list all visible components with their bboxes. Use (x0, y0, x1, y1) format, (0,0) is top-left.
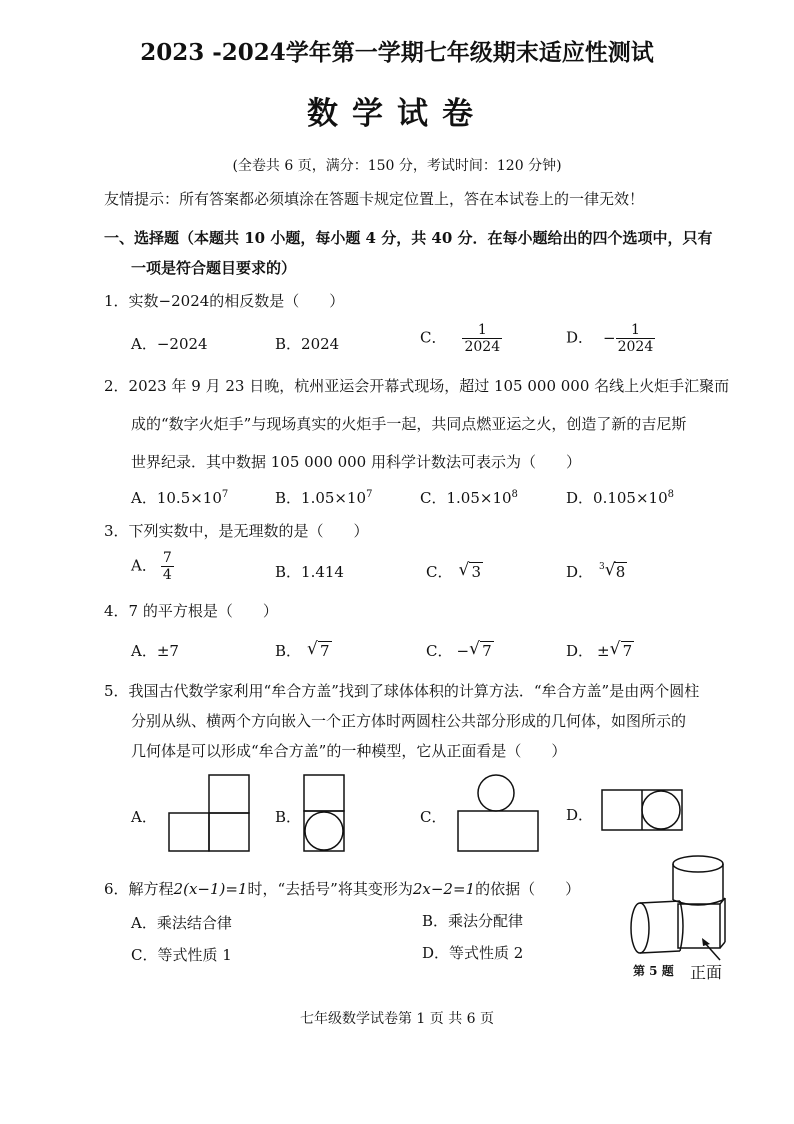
q2-option-d: D．$0.105\times 10^8$ (566, 489, 675, 507)
q5-option-d-label: D． (566, 806, 594, 824)
question-2-line-1: 2．2023 年 9 月 23 日晚，杭州亚运会开幕式现场，超过 105 000 000 名线上火炬手汇聚而 (104, 377, 730, 395)
question-3-stem: 3．下列实数中，是无理数的是（ ） (104, 522, 369, 540)
figure-5-model (628, 852, 738, 964)
q5-option-c-label: C． (420, 808, 447, 826)
question-4-stem: 4．7 的平方根是（ ） (104, 602, 278, 620)
q5-option-a-figure (167, 773, 251, 853)
question-1-stem: 1．实数−2024的相反数是（ ） (104, 292, 345, 310)
q4-option-d: D． ± √ 7 (566, 639, 633, 660)
q5-option-b-figure (302, 773, 348, 853)
q4-option-b: B． √ 7 (275, 639, 330, 660)
subject-title: 数学试卷 (307, 96, 487, 132)
friendly-tip: 友情提示：所有答案都必须填涂在答题卡规定位置上，答在本试卷上的一律无效！ (104, 190, 645, 208)
exam-title: 2023 -2024学年第一学期七年级期末适应性测试 (140, 39, 654, 66)
q3-option-b: B．1.414 (275, 563, 344, 581)
page-footer: 七年级数学试卷第 1 页 共 6 页 (299, 1011, 495, 1027)
q1-option-d: D． − $\frac{1}{2024}$ (566, 322, 654, 355)
question-2-line-3: 世界纪录．其中数据 105 000 000 用科学计数法可表示为（ ） (131, 453, 581, 471)
q6-option-b: B．乘法分配律 (422, 912, 524, 930)
q1-option-c: C． $\frac{1}{2024}$ (420, 322, 501, 355)
q5-option-d-figure (600, 788, 686, 832)
q1-option-b: B．2024 (275, 335, 340, 353)
q3-option-d: D． $^3$ √ 8 (566, 560, 626, 581)
figure-5-caption: 第 5 题 (633, 964, 674, 978)
q5-option-a-label: A． (131, 808, 157, 826)
question-5-line-1: 5．我国古代数学家利用“牟合方盖”找到了球体体积的计算方法．“牟合方盖”是由两个圆柱 (104, 682, 700, 700)
q6-option-c: C．等式性质 1 (131, 946, 232, 964)
q6-option-a: A．乘法结合律 (131, 914, 232, 932)
section-heading: 一、选择题（本题共 10 小题，每小题 4 分，共 40 分．在每小题给出的四个选项中，只有 (104, 229, 713, 247)
q1-option-a: A．−2024 (131, 335, 208, 353)
q5-option-c-figure (456, 773, 542, 853)
q4-option-a: A．±7 (131, 642, 179, 660)
section-heading-cont: 一项是符合题目要求的） (131, 259, 297, 277)
q2-option-c: C．$1.05\times 10^8$ (420, 489, 518, 507)
q2-option-b: B．$1.05\times 10^7$ (275, 489, 373, 507)
figure-5-front-label: 正面 (690, 963, 723, 982)
q2-option-a: A．$10.5\times 10^7$ (131, 489, 229, 507)
question-5-line-3: 几何体是可以形成“牟合方盖”的一种模型，它从正面看是（ ） (131, 742, 567, 760)
question-5-line-2: 分别从纵、横两个方向嵌入一个正方体时两圆柱公共部分形成的几何体，如图所示的 (131, 712, 687, 730)
q5-option-b-label: B． (275, 808, 302, 826)
q3-option-a: A． $\frac{7}{4}$ (131, 550, 172, 583)
question-6-stem: 6．解方程2(x−1)=1时，“去括号”将其变形为2x−2=1的依据（ ） (104, 880, 581, 898)
q6-option-d: D．等式性质 2 (422, 944, 524, 962)
q3-option-c: C． √ 3 (426, 560, 482, 581)
question-2-line-2: 成的“数字火炬手”与现场真实的火炬手一起，共同点燃亚运之火，创造了新的吉尼斯 (131, 415, 687, 433)
q4-option-c: C． − √ 7 (426, 639, 492, 660)
exam-info: (全卷共 6 页，满分：150 分，考试时间：120 分钟) (232, 158, 562, 174)
